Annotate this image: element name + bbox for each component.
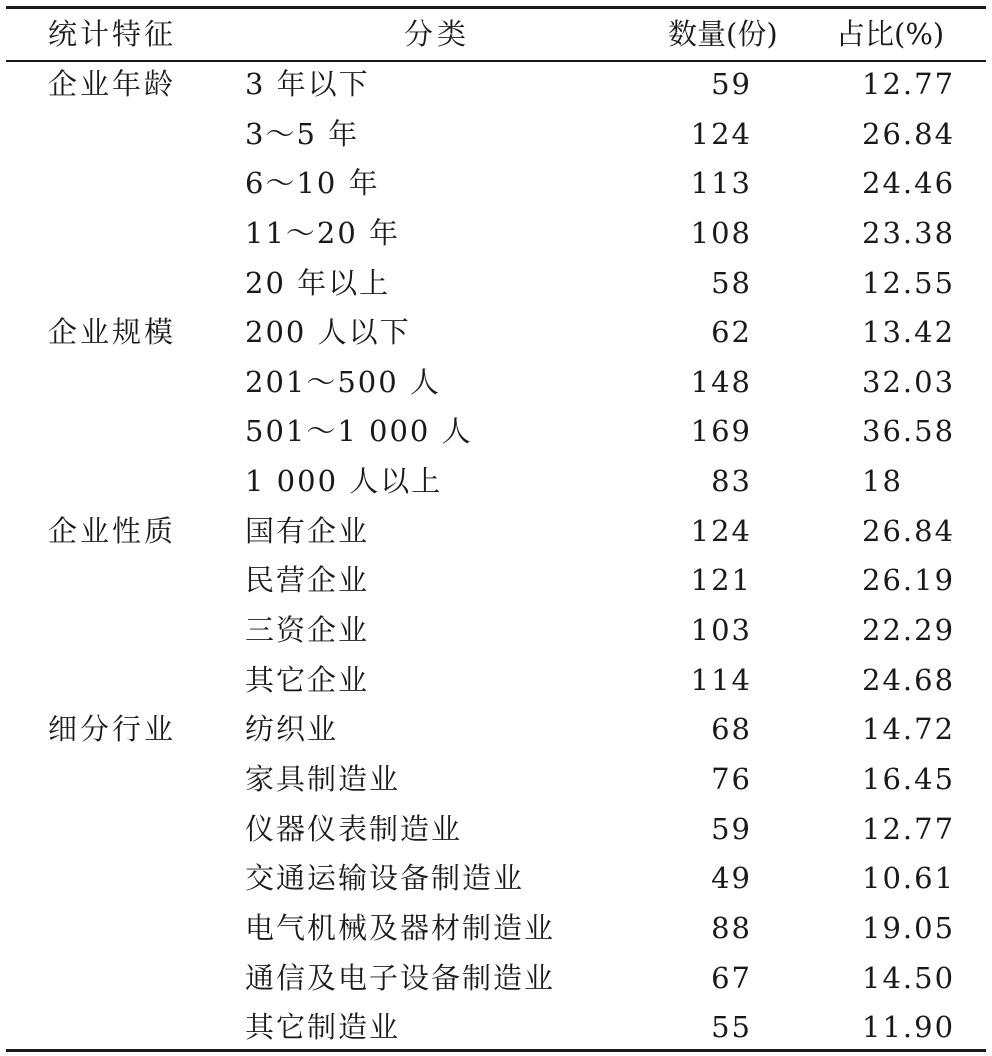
- table-bottom-rule: [6, 1049, 986, 1052]
- cell-ratio: 24.46: [862, 166, 956, 201]
- cell-count: 62: [711, 315, 752, 350]
- cell-category: 3～5 年: [245, 116, 360, 151]
- header-feature: 统计特征: [48, 17, 177, 51]
- cell-ratio: 11.90: [862, 1010, 956, 1045]
- table-row: [0, 707, 992, 757]
- table-top-rule: [6, 6, 986, 9]
- cell-category: 6～10 年: [245, 166, 380, 201]
- cell-count: 83: [711, 464, 752, 499]
- cell-category: 11～20 年: [245, 215, 401, 250]
- table-row: [0, 956, 992, 1006]
- cell-category: 交通运输设备制造业: [245, 861, 525, 896]
- cell-category: 501～1 000 人: [245, 414, 473, 449]
- table-row: [0, 310, 992, 360]
- table-row: [0, 62, 992, 112]
- cell-count: 114: [690, 662, 752, 697]
- table-row: [0, 112, 992, 162]
- cell-ratio: 24.68: [862, 662, 956, 697]
- cell-count: 55: [711, 1010, 752, 1045]
- table-row: [0, 360, 992, 410]
- table-row: [0, 1005, 992, 1055]
- header-category: 分类: [404, 17, 471, 51]
- cell-category: 三资企业: [245, 613, 370, 648]
- cell-feature: 企业性质: [48, 513, 177, 548]
- table-body: [0, 62, 992, 1055]
- cell-ratio: 12.77: [862, 67, 956, 101]
- cell-category: 3 年以下: [245, 67, 370, 101]
- cell-ratio: 32.03: [862, 364, 956, 399]
- table-row: [0, 807, 992, 857]
- table-row: [0, 211, 992, 261]
- cell-count: 103: [690, 613, 752, 648]
- cell-count: 49: [711, 861, 752, 896]
- cell-ratio: 22.29: [862, 613, 956, 648]
- cell-category: 仪器仪表制造业: [245, 811, 463, 846]
- cell-ratio: 13.42: [862, 315, 956, 350]
- table-row: [0, 608, 992, 658]
- cell-count: 59: [711, 67, 752, 101]
- cell-category: 200 人以下: [245, 315, 411, 350]
- cell-count: 76: [711, 761, 752, 796]
- table-row: [0, 757, 992, 807]
- table-row: [0, 409, 992, 459]
- cell-category: 民营企业: [245, 563, 370, 598]
- header-ratio: 占比(%): [836, 17, 945, 51]
- cell-category: 通信及电子设备制造业: [245, 960, 556, 995]
- cell-ratio: 23.38: [862, 215, 956, 250]
- cell-count: 121: [690, 563, 752, 598]
- cell-category: 国有企业: [245, 513, 370, 548]
- cell-category: 电气机械及器材制造业: [245, 910, 556, 945]
- cell-count: 58: [711, 265, 752, 300]
- table-row: [0, 161, 992, 211]
- table-row: [0, 906, 992, 956]
- cell-count: 169: [690, 414, 752, 449]
- cell-feature: 企业规模: [48, 315, 177, 350]
- cell-category: 1 000 人以上: [245, 464, 443, 499]
- cell-ratio: 16.45: [862, 761, 956, 796]
- cell-category: 纺织业: [245, 712, 339, 747]
- cell-count: 113: [690, 166, 752, 201]
- cell-count: 67: [711, 960, 752, 995]
- cell-count: 108: [690, 215, 752, 250]
- cell-count: 124: [690, 116, 752, 151]
- cell-ratio: 26.84: [862, 116, 956, 151]
- cell-category: 201～500 人: [245, 364, 441, 399]
- header-count: 数量(份): [668, 17, 778, 51]
- table-row: [0, 558, 992, 608]
- table-row: [0, 509, 992, 559]
- table-row: [0, 459, 992, 509]
- cell-ratio: 14.72: [862, 712, 956, 747]
- table-row: [0, 261, 992, 311]
- cell-ratio: 18: [862, 464, 903, 499]
- cell-ratio: 26.19: [862, 563, 956, 598]
- cell-ratio: 10.61: [862, 861, 956, 896]
- cell-ratio: 26.84: [862, 513, 956, 548]
- cell-category: 家具制造业: [245, 761, 401, 796]
- cell-count: 88: [711, 910, 752, 945]
- cell-ratio: 36.58: [862, 414, 956, 449]
- table-row: [0, 856, 992, 906]
- cell-count: 68: [711, 712, 752, 747]
- cell-count: 59: [711, 811, 752, 846]
- cell-ratio: 19.05: [862, 910, 956, 945]
- cell-ratio: 14.50: [862, 960, 956, 995]
- cell-category: 其它制造业: [245, 1010, 401, 1045]
- cell-ratio: 12.77: [862, 811, 956, 846]
- cell-feature: 细分行业: [48, 712, 177, 747]
- table-row: [0, 658, 992, 708]
- cell-count: 124: [690, 513, 752, 548]
- cell-ratio: 12.55: [862, 265, 956, 300]
- cell-count: 148: [690, 364, 752, 399]
- cell-category: 其它企业: [245, 662, 370, 697]
- cell-category: 20 年以上: [245, 265, 391, 300]
- cell-feature: 企业年龄: [48, 67, 177, 101]
